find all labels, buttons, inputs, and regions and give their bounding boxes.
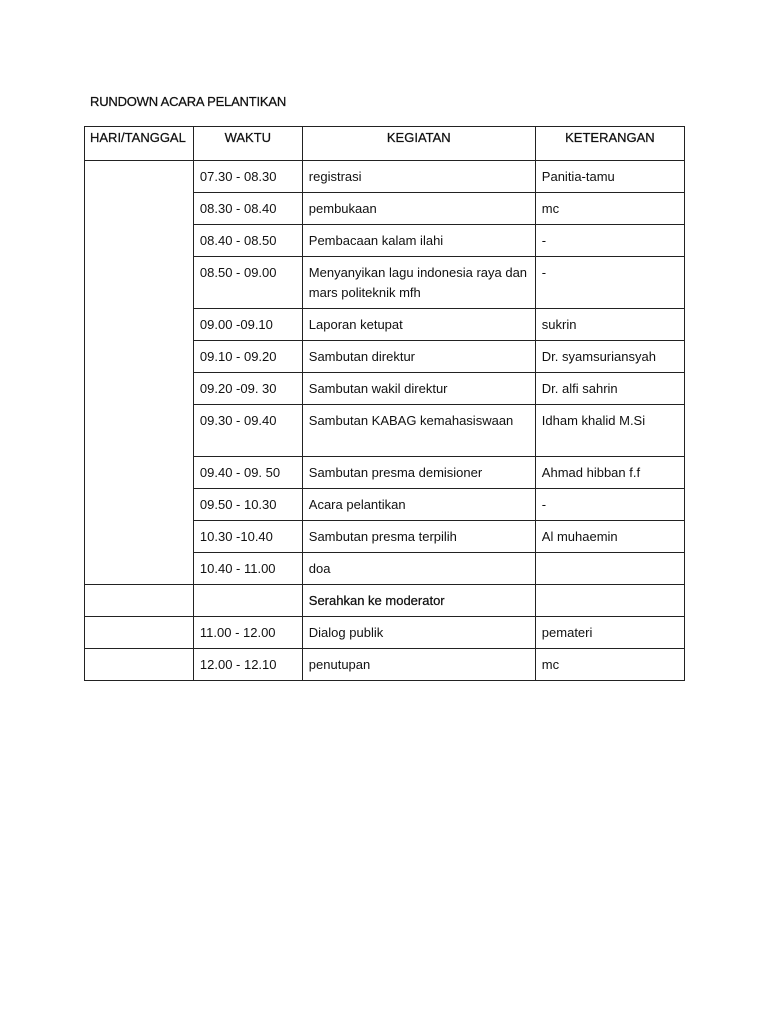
keterangan-cell: Al muhaemin <box>535 521 684 553</box>
header-waktu: WAKTU <box>193 127 302 161</box>
header-kegiatan: KEGIATAN <box>302 127 535 161</box>
kegiatan-cell: Dialog publik <box>302 617 535 649</box>
keterangan-cell <box>535 585 684 617</box>
waktu-cell: 09.00 -09.10 <box>193 309 302 341</box>
keterangan-cell: Panitia-tamu <box>535 161 684 193</box>
kegiatan-cell: Sambutan presma terpilih <box>302 521 535 553</box>
keterangan-cell: sukrin <box>535 309 684 341</box>
header-hari-tanggal: HARI/TANGGAL <box>85 127 194 161</box>
keterangan-cell <box>535 553 684 585</box>
keterangan-cell: Dr. syamsuriansyah <box>535 341 684 373</box>
kegiatan-cell: Serahkan ke moderator <box>302 585 535 617</box>
header-keterangan: KETERANGAN <box>535 127 684 161</box>
kegiatan-cell: Sambutan direktur <box>302 341 535 373</box>
empty-cell <box>85 617 194 649</box>
kegiatan-cell: pembukaan <box>302 193 535 225</box>
waktu-cell: 07.30 - 08.30 <box>193 161 302 193</box>
table-row <box>85 649 685 681</box>
kegiatan-cell: Sambutan KABAG kemahasiswaan <box>302 405 535 457</box>
waktu-cell: 10.40 - 11.00 <box>193 553 302 585</box>
waktu-cell: 12.00 - 12.10 <box>193 649 302 681</box>
keterangan-cell: pemateri <box>535 617 684 649</box>
waktu-cell <box>193 585 302 617</box>
keterangan-cell: - <box>535 225 684 257</box>
rundown-table <box>84 126 685 681</box>
kegiatan-cell: Laporan ketupat <box>302 309 535 341</box>
empty-cell <box>85 585 194 617</box>
table-header-row <box>85 127 685 161</box>
waktu-cell: 08.30 - 08.40 <box>193 193 302 225</box>
kegiatan-cell: penutupan <box>302 649 535 681</box>
keterangan-cell: - <box>535 489 684 521</box>
waktu-cell: 08.50 - 09.00 <box>193 257 302 309</box>
kegiatan-cell: Sambutan wakil direktur <box>302 373 535 405</box>
table-row <box>85 617 685 649</box>
waktu-cell: 09.50 - 10.30 <box>193 489 302 521</box>
kegiatan-cell: Pembacaan kalam ilahi <box>302 225 535 257</box>
kegiatan-cell: registrasi <box>302 161 535 193</box>
kegiatan-cell: doa <box>302 553 535 585</box>
keterangan-cell: mc <box>535 193 684 225</box>
waktu-cell: 09.20 -09. 30 <box>193 373 302 405</box>
keterangan-cell: mc <box>535 649 684 681</box>
hari-tanggal-cell <box>85 161 194 585</box>
kegiatan-cell: Menyanyikan lagu indonesia raya dan mars politeknik mfh <box>302 257 535 309</box>
kegiatan-cell: Acara pelantikan <box>302 489 535 521</box>
keterangan-cell: Ahmad hibban f.f <box>535 457 684 489</box>
waktu-cell: 11.00 - 12.00 <box>193 617 302 649</box>
empty-cell <box>85 649 194 681</box>
kegiatan-cell: Sambutan presma demisioner <box>302 457 535 489</box>
waktu-cell: 09.10 - 09.20 <box>193 341 302 373</box>
waktu-cell: 09.40 - 09. 50 <box>193 457 302 489</box>
keterangan-cell: Dr. alfi sahrin <box>535 373 684 405</box>
keterangan-cell: - <box>535 257 684 309</box>
waktu-cell: 10.30 -10.40 <box>193 521 302 553</box>
waktu-cell: 08.40 - 08.50 <box>193 225 302 257</box>
page-title: RUNDOWN ACARA PELANTIKAN <box>90 94 287 109</box>
table-row <box>85 585 685 617</box>
keterangan-cell: Idham khalid M.Si <box>535 405 684 457</box>
table-row <box>85 161 685 193</box>
waktu-cell: 09.30 - 09.40 <box>193 405 302 457</box>
